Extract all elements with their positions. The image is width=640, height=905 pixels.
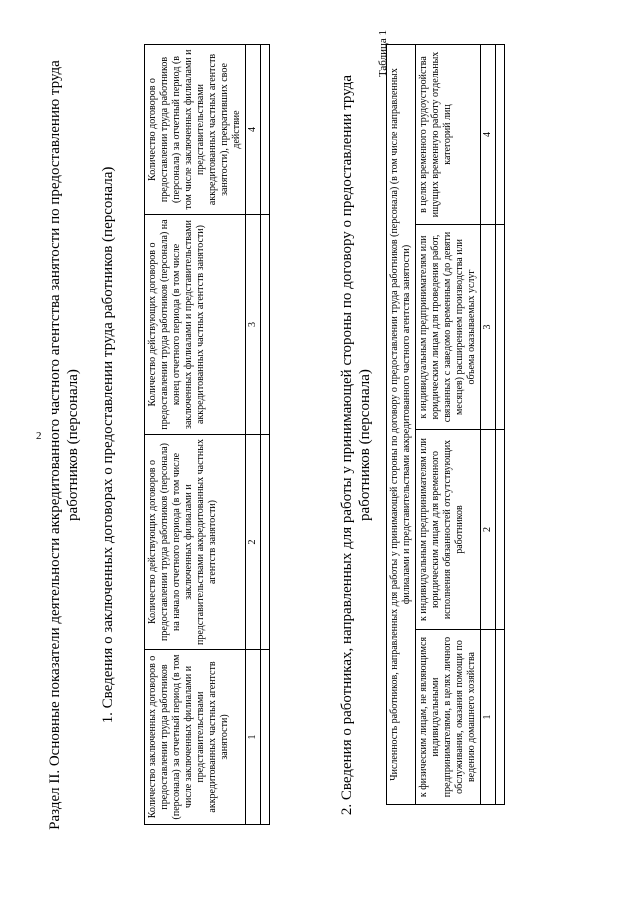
table-header-cell: Количество заключенных договоров о предоставлении труда работников (персонала) за отчетный период (в том числе заключенных филиалами и представительствами аккредитованных частных агентств занятости) xyxy=(145,650,246,825)
contracts-table xyxy=(144,44,270,825)
page-number: 2 xyxy=(36,430,42,442)
column-number: 3 xyxy=(481,225,496,430)
column-number: 1 xyxy=(246,650,261,825)
column-number: 1 xyxy=(481,630,496,805)
table-cell xyxy=(261,435,270,650)
table-header-row xyxy=(145,45,246,825)
table1-title: 1. Сведения о заключенных договорах о предоставлении труда работников (персонала) xyxy=(100,166,116,724)
workers-table xyxy=(386,44,505,805)
table-header-cell: Количество действующих договоров о предоставлении труда работников (персонала) на конец отчетного периода (в том числе заключенных филиалами и представительствами аккредитованных частных агентств занятости) xyxy=(145,215,246,435)
column-number: 3 xyxy=(246,215,261,435)
table-header-cell: Количество действующих договоров о предоставлении труда работников (персонала) на начало отчетного периода (в том числе заключенных филиалами и представительствами аккредитованных частных агентств занятости) xyxy=(145,435,246,650)
table2-label: Таблица 1 xyxy=(377,30,389,78)
table-header-row xyxy=(416,44,481,804)
section-title: Раздел II. Основные показатели деятельности аккредитованного частного агентства занятости по предоставлению труда работников (персонала) xyxy=(47,60,81,830)
table-cell xyxy=(496,225,505,430)
column-number: 4 xyxy=(246,45,261,215)
table-group-header: Численность работников, направленных для работы у принимающей стороны по договору о предоставлении труда работников (персонала) (в том числе направленных филиалами и представительствами аккредитованного частного агентства занятости) xyxy=(387,44,416,804)
table-number-row xyxy=(481,44,496,804)
column-number: 2 xyxy=(481,430,496,630)
table2-title: 2. Сведения о работниках, направленных для работы у принимающей стороны по договору о предоставлении труда работников (персонала) xyxy=(339,74,373,816)
table-header-cell: к индивидуальным предпринимателям или юридическим лицам для временного исполнения обязанностей отсутствующих работников xyxy=(416,430,481,630)
table-header-cell: к индивидуальным предпринимателям или юридическим лицам для проведения работ, связанных с заведомо временным (до девяти месяцев) расширением производства или объема оказываемых услуг xyxy=(416,225,481,430)
column-number: 2 xyxy=(246,435,261,650)
column-number: 4 xyxy=(481,44,496,224)
table-group-header-row xyxy=(387,44,416,804)
table-header-cell: в целях временного трудоустройства ищущих временную работу отдельных категорий лиц xyxy=(416,44,481,224)
table-cell xyxy=(261,215,270,435)
table-number-row xyxy=(246,45,261,825)
table-header-cell: к физическим лицам, не являющимся индивидуальными предпринимателями, в целях личного обслуживания, оказания помощи по ведению домашнего хозяйства xyxy=(416,630,481,805)
table-row xyxy=(261,45,270,825)
table-cell xyxy=(496,44,505,224)
table-row xyxy=(496,44,505,804)
table-cell xyxy=(261,45,270,215)
table-cell xyxy=(496,430,505,630)
table-cell xyxy=(496,630,505,805)
table-cell xyxy=(261,650,270,825)
table-header-cell: Количество договоров о предоставлении труда работников (персонала) за отчетный период (в том числе заключенных филиалами и представительствами аккредитованных частных агентств занятости), прекративших свое действие xyxy=(145,45,246,215)
